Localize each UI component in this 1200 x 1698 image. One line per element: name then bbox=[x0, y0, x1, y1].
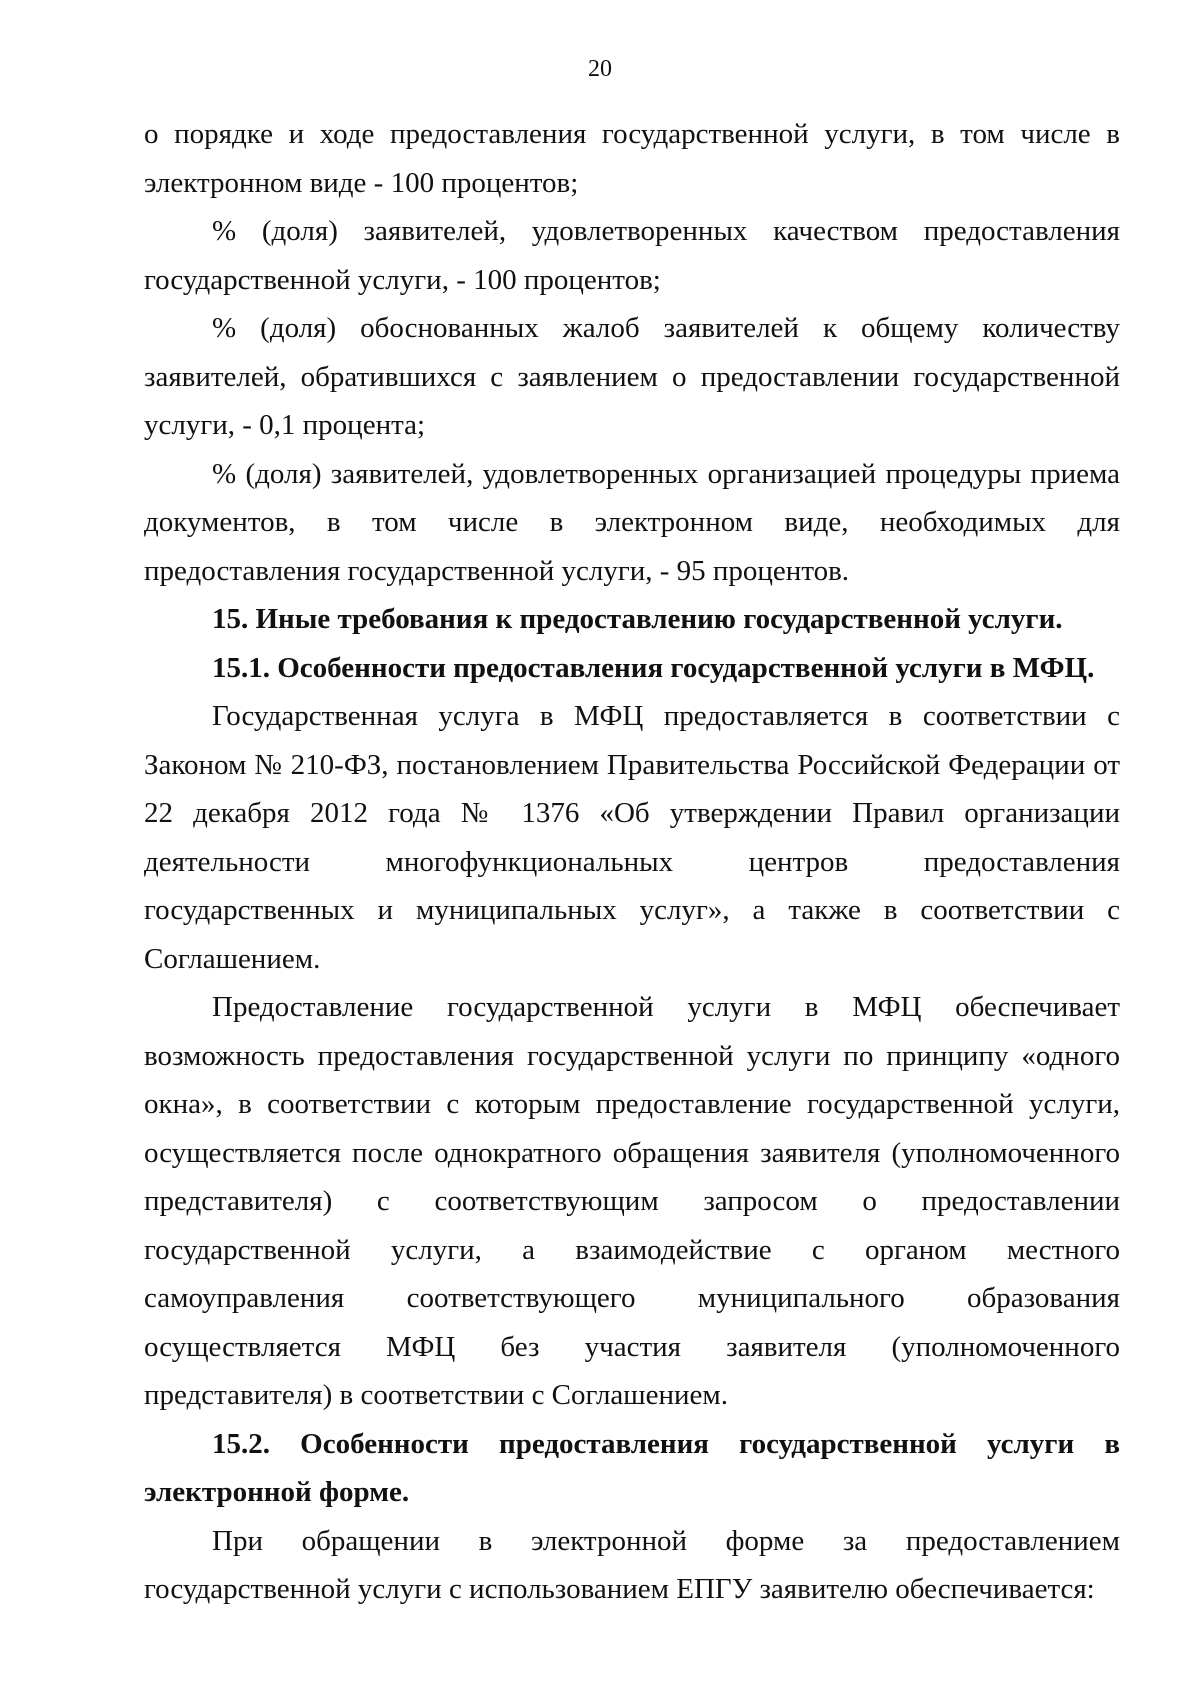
section-heading-15-1: 15.1. Особенности предоставления государственной услуги в МФЦ. bbox=[212, 651, 1095, 684]
paragraph-electronic-form: При обращении в электронной форме за предоставлением государственной услуги с использованием ЕПГУ заявителю обеспечивается: bbox=[144, 1524, 1120, 1605]
paragraph-document-reception: % (доля) заявителей, удовлетворенных организацией процедуры приема документов, в том числе в электронном виде, необходимых для предоставления государственной услуги, - 95 процентов. bbox=[144, 457, 1120, 587]
section-heading-15: 15. Иные требования к предоставлению государственной услуги. bbox=[212, 603, 1063, 635]
page-number: 20 bbox=[588, 56, 612, 82]
paragraph-one-window-principle: Предоставление государственной услуги в МФЦ обеспечивает возможность предоставления государственной услуги по принципу «одного окна», в соответствии с которым предоставление государственной услуги, осуществляется после однократного обращения заявителя (уполномоченного представителя) с соответствующим запросом о предоставлении государственной услуги, а взаимодействие с органом местного самоуправления соответствующего муниципального образования осуществляется МФЦ без участия заявителя (уполномоченного представителя) в соответствии с Соглашением. bbox=[144, 991, 1120, 1411]
paragraph-justified-complaints: % (доля) обоснованных жалоб заявителей к общему количеству заявителей, обратившихся с заявлением о предоставлении государственной услуги, - 0,1 процента; bbox=[144, 312, 1120, 441]
section-heading-15-2: 15.2. Особенности предоставления государственной услуги в электронной форме. bbox=[144, 1427, 1120, 1508]
document-body bbox=[144, 110, 1120, 1614]
paragraph-satisfied-applicants: % (доля) заявителей, удовлетворенных качеством предоставления государственной услуги, - 100 процентов; bbox=[144, 215, 1120, 296]
paragraph-mfc-legal-basis: Государственная услуга в МФЦ предоставляется в соответствии с Законом № 210-ФЗ, постановлением Правительства Российской Федерации от 22 декабря 2012 года № 1376 «Об утверждении Правил организации деятельности многофункциональных центров предоставления государственных и муниципальных услуг», а также в соответствии с Соглашением. bbox=[144, 700, 1120, 975]
paragraph-service-info-percentage: о порядке и ходе предоставления государственной услуги, в том числе в электронном виде - 100 процентов; bbox=[144, 118, 1120, 199]
